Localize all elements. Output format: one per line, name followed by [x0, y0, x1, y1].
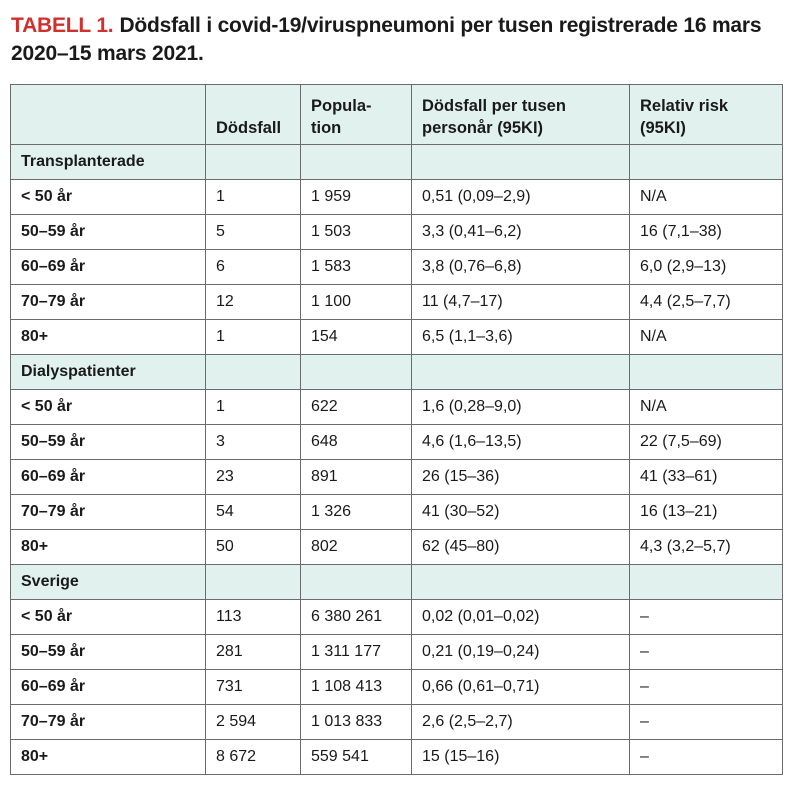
- group-row: [11, 145, 783, 180]
- header-cell-rate: Dödsfall per tusen personår (95KI): [412, 85, 630, 145]
- population-cell: 1 326: [301, 495, 412, 530]
- group-cell-empty: [301, 355, 412, 390]
- table-row: [11, 180, 783, 215]
- table-row: [11, 705, 783, 740]
- relative-risk-cell: N/A: [630, 180, 783, 215]
- header-row: [11, 85, 783, 145]
- table-body: [11, 145, 783, 775]
- deaths-cell: 8 672: [206, 740, 301, 775]
- header-cell-relative-risk: Relativ risk (95KI): [630, 85, 783, 145]
- group-cell-empty: [206, 565, 301, 600]
- table-row: [11, 740, 783, 775]
- rate-cell: 0,21 (0,19–0,24): [412, 635, 630, 670]
- age-group-cell: 80+: [11, 320, 206, 355]
- rate-cell: 3,8 (0,76–6,8): [412, 250, 630, 285]
- deaths-cell: 281: [206, 635, 301, 670]
- relative-risk-cell: –: [630, 635, 783, 670]
- relative-risk-cell: –: [630, 740, 783, 775]
- population-cell: 6 380 261: [301, 600, 412, 635]
- deaths-cell: 113: [206, 600, 301, 635]
- data-table: [10, 84, 783, 775]
- table-row: [11, 670, 783, 705]
- rate-cell: 26 (15–36): [412, 460, 630, 495]
- relative-risk-cell: 16 (13–21): [630, 495, 783, 530]
- age-group-cell: < 50 år: [11, 180, 206, 215]
- age-group-cell: 70–79 år: [11, 705, 206, 740]
- age-group-cell: 50–59 år: [11, 215, 206, 250]
- age-group-cell: 50–59 år: [11, 635, 206, 670]
- table-number: TABELL 1.: [11, 14, 114, 37]
- relative-risk-cell: 4,4 (2,5–7,7): [630, 285, 783, 320]
- population-cell: 1 583: [301, 250, 412, 285]
- header-cell-empty: [11, 85, 206, 145]
- relative-risk-cell: N/A: [630, 390, 783, 425]
- population-cell: 622: [301, 390, 412, 425]
- group-cell-empty: [301, 145, 412, 180]
- rate-cell: 3,3 (0,41–6,2): [412, 215, 630, 250]
- rate-cell: 11 (4,7–17): [412, 285, 630, 320]
- table-row: [11, 215, 783, 250]
- table-caption: Dödsfall i covid-19/viruspneumoni per tusen registrerade 16 mars 2020–15 mars 2021.: [11, 14, 762, 65]
- rate-cell: 6,5 (1,1–3,6): [412, 320, 630, 355]
- relative-risk-cell: 16 (7,1–38): [630, 215, 783, 250]
- deaths-cell: 1: [206, 390, 301, 425]
- rate-cell: 2,6 (2,5–2,7): [412, 705, 630, 740]
- relative-risk-cell: 4,3 (3,2–5,7): [630, 530, 783, 565]
- age-group-cell: 60–69 år: [11, 460, 206, 495]
- rate-cell: 4,6 (1,6–13,5): [412, 425, 630, 460]
- rate-cell: 0,02 (0,01–0,02): [412, 600, 630, 635]
- group-label: Dialyspatienter: [11, 355, 206, 390]
- age-group-cell: 70–79 år: [11, 285, 206, 320]
- table-row: [11, 390, 783, 425]
- age-group-cell: 70–79 år: [11, 495, 206, 530]
- table-row: [11, 495, 783, 530]
- age-group-cell: 60–69 år: [11, 670, 206, 705]
- age-group-cell: 50–59 år: [11, 425, 206, 460]
- population-cell: 1 311 177: [301, 635, 412, 670]
- table-row: [11, 530, 783, 565]
- table-row: [11, 425, 783, 460]
- table-row: [11, 250, 783, 285]
- relative-risk-cell: 22 (7,5–69): [630, 425, 783, 460]
- rate-cell: 0,66 (0,61–0,71): [412, 670, 630, 705]
- deaths-cell: 6: [206, 250, 301, 285]
- relative-risk-cell: N/A: [630, 320, 783, 355]
- table-row: [11, 285, 783, 320]
- deaths-cell: 3: [206, 425, 301, 460]
- rate-cell: 41 (30–52): [412, 495, 630, 530]
- relative-risk-cell: –: [630, 670, 783, 705]
- deaths-cell: 5: [206, 215, 301, 250]
- rate-cell: 1,6 (0,28–9,0): [412, 390, 630, 425]
- relative-risk-cell: –: [630, 705, 783, 740]
- deaths-cell: 731: [206, 670, 301, 705]
- population-cell: 1 108 413: [301, 670, 412, 705]
- group-cell-empty: [630, 355, 783, 390]
- population-cell: 891: [301, 460, 412, 495]
- group-label: Transplanterade: [11, 145, 206, 180]
- rate-cell: 15 (15–16): [412, 740, 630, 775]
- deaths-cell: 1: [206, 320, 301, 355]
- rate-cell: 62 (45–80): [412, 530, 630, 565]
- group-cell-empty: [412, 355, 630, 390]
- group-row: [11, 565, 783, 600]
- age-group-cell: < 50 år: [11, 600, 206, 635]
- deaths-cell: 2 594: [206, 705, 301, 740]
- population-cell: 648: [301, 425, 412, 460]
- table-row: [11, 635, 783, 670]
- table-row: [11, 600, 783, 635]
- relative-risk-cell: –: [630, 600, 783, 635]
- age-group-cell: < 50 år: [11, 390, 206, 425]
- population-cell: 1 959: [301, 180, 412, 215]
- header-cell-deaths: Dödsfall: [206, 85, 301, 145]
- table-title: [11, 12, 791, 68]
- age-group-cell: 80+: [11, 530, 206, 565]
- relative-risk-cell: 6,0 (2,9–13): [630, 250, 783, 285]
- population-cell: 802: [301, 530, 412, 565]
- group-row: [11, 355, 783, 390]
- deaths-cell: 1: [206, 180, 301, 215]
- age-group-cell: 60–69 år: [11, 250, 206, 285]
- table-header: [11, 85, 783, 145]
- group-cell-empty: [630, 145, 783, 180]
- group-label: Sverige: [11, 565, 206, 600]
- group-cell-empty: [206, 145, 301, 180]
- population-cell: 154: [301, 320, 412, 355]
- table-row: [11, 460, 783, 495]
- relative-risk-cell: 41 (33–61): [630, 460, 783, 495]
- group-cell-empty: [301, 565, 412, 600]
- rate-cell: 0,51 (0,09–2,9): [412, 180, 630, 215]
- population-cell: 1 503: [301, 215, 412, 250]
- deaths-cell: 50: [206, 530, 301, 565]
- header-cell-population: Popula- tion: [301, 85, 412, 145]
- population-cell: 559 541: [301, 740, 412, 775]
- group-cell-empty: [206, 355, 301, 390]
- population-cell: 1 100: [301, 285, 412, 320]
- group-cell-empty: [630, 565, 783, 600]
- table-row: [11, 320, 783, 355]
- group-cell-empty: [412, 565, 630, 600]
- group-cell-empty: [412, 145, 630, 180]
- age-group-cell: 80+: [11, 740, 206, 775]
- deaths-cell: 12: [206, 285, 301, 320]
- deaths-cell: 54: [206, 495, 301, 530]
- deaths-cell: 23: [206, 460, 301, 495]
- population-cell: 1 013 833: [301, 705, 412, 740]
